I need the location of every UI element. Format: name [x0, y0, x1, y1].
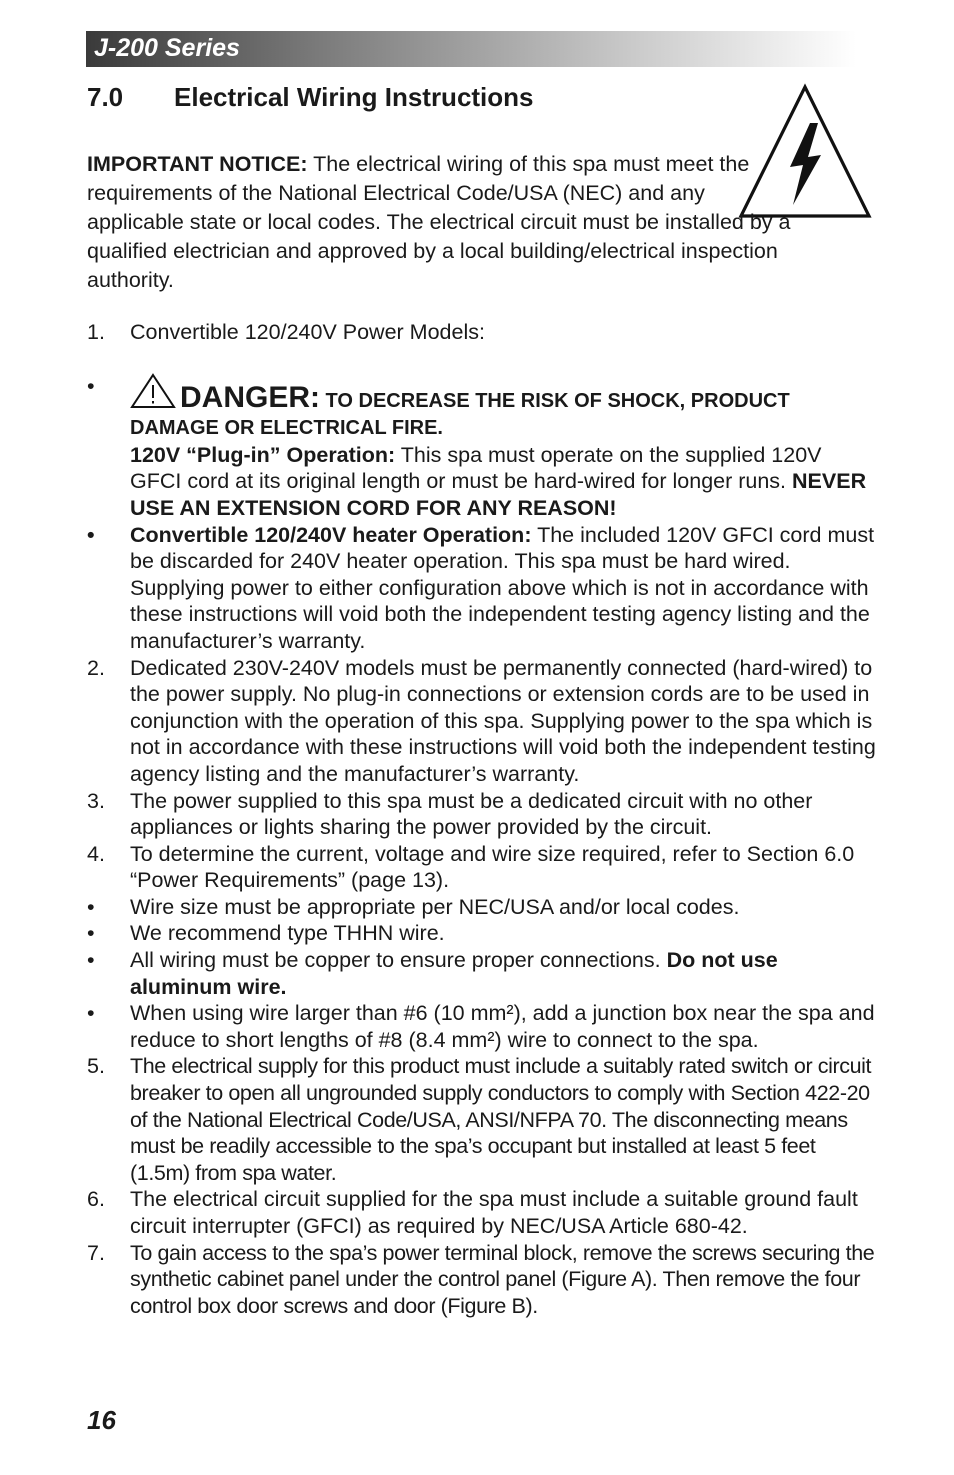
- item-text: To determine the current, voltage and wire size required, refer to Section 6.0 “Power Requirements” (page 13).: [130, 841, 855, 893]
- convertible-item: [87, 522, 877, 655]
- item-text: All wiring must be copper to ensure proper connections.: [130, 948, 667, 973]
- list-item: [87, 1053, 877, 1186]
- notice-label: IMPORTANT NOTICE:: [87, 152, 308, 176]
- item-marker: 7.: [87, 1240, 105, 1265]
- item-marker: •: [87, 894, 95, 919]
- item-text: The electrical supply for this product must include a suitably rated switch or circuit breaker to open all ungrounded supply conductors to comply with Section 422-20 of the National Electrical Code/USA, ANSI/NFPA 70. The disconnecting means must be readily accessible to the spa’s occupant but installed at least 5 feet (1.5m) from spa water.: [130, 1054, 872, 1185]
- item-text: Wire size must be appropriate per NEC/USA and/or local codes.: [130, 894, 740, 919]
- section-heading: [87, 82, 534, 113]
- aluminum-warning: Do not use aluminum wire.: [130, 948, 778, 999]
- convertible-text: The included 120V GFCI cord must be discarded for 240V heater operation. This spa must be hard wired. Supplying power to either configuration above which is not in accordance with these instructions will void both the independent testing agency listing and the manufacturer’s warranty.: [130, 522, 875, 653]
- item-text: The power supplied to this spa must be a dedicated circuit with no other appliances or lights sharing the power provided by the circuit.: [130, 788, 813, 840]
- list-item: [87, 894, 877, 921]
- page-number: 16: [87, 1405, 116, 1435]
- extension-cord-warning: NEVER USE AN EXTENSION CORD FOR ANY REASON!: [130, 469, 867, 520]
- item-text: When using wire larger than #6 (10 mm²), add a junction box near the spa and reduce to short lengths of #8 (8.4 mm²) wire to connect to the spa.: [130, 1001, 875, 1052]
- danger-label: DANGER:: [180, 380, 320, 414]
- caution-triangle-icon: [130, 373, 176, 409]
- item-marker: •: [87, 921, 95, 946]
- item-marker: •: [87, 373, 95, 398]
- list-item: [87, 920, 877, 947]
- list-item: [87, 788, 877, 841]
- list-item: [87, 1000, 877, 1053]
- list-item: [87, 947, 877, 1000]
- plugin-operation-text: This spa must operate on the supplied 120V GFCI cord at its original length or must be hard-wired for longer runs.: [130, 442, 822, 494]
- item-marker: •: [87, 1001, 95, 1026]
- item-text: Convertible 120/240V Power Models:: [130, 320, 485, 344]
- instruction-list: [87, 319, 877, 1319]
- list-item: [87, 1186, 877, 1239]
- item-marker: •: [87, 948, 95, 973]
- section-number: 7.0: [87, 82, 124, 112]
- convertible-label: Convertible 120/240V heater Operation:: [130, 522, 532, 547]
- list-item: [87, 841, 877, 894]
- item-marker: 6.: [87, 1187, 105, 1212]
- item-text: The electrical circuit supplied for the spa must include a suitable ground fault circuit interrupter (GFCI) as required by NEC/USA Article 680-42.: [130, 1187, 858, 1238]
- item-marker: •: [87, 522, 95, 547]
- item-marker: 3.: [87, 788, 105, 813]
- section-title: Electrical Wiring Instructions: [174, 82, 534, 112]
- list-item: [87, 1240, 877, 1320]
- item-marker: 4.: [87, 841, 105, 866]
- item-text: We recommend type THHN wire.: [130, 921, 445, 946]
- danger-caps-text: TO DECREASE THE RISK OF SHOCK, PRODUCT DAMAGE OR ELECTRICAL FIRE.: [130, 389, 790, 440]
- danger-item: [87, 373, 877, 522]
- item-marker: 1.: [87, 320, 105, 344]
- item-text: To gain access to the spa’s power terminal block, remove the screws securing the synthetic cabinet panel under the control panel (Figure A). Then remove the four control box door screws and door (Figure B).: [130, 1240, 875, 1318]
- plugin-operation-label: 120V “Plug-in” Operation:: [130, 442, 396, 467]
- notice-text: The electrical wiring of this spa must meet the requirements of the National Electrical Code/USA (NEC) and any applicable state or local codes. The electrical circuit must be installed by a qualified electrician and approved by a local building/electrical inspection authority.: [87, 152, 791, 292]
- item-marker: 5.: [87, 1054, 105, 1079]
- list-item: [87, 319, 877, 346]
- item-marker: 2.: [87, 655, 105, 680]
- list-item: [87, 655, 877, 788]
- series-title: J-200 Series: [94, 34, 240, 62]
- important-notice: [87, 150, 807, 295]
- header-bar: [86, 31, 856, 67]
- item-text: Dedicated 230V-240V models must be permanently connected (hard-wired) to the power supply. No plug-in connections or extension cords are to be used in conjunction with the operation of this spa. Supplying power to the spa which is not in accordance with these instructions will void both the independent testing agency listing and the manufacturer’s warranty.: [130, 655, 876, 786]
